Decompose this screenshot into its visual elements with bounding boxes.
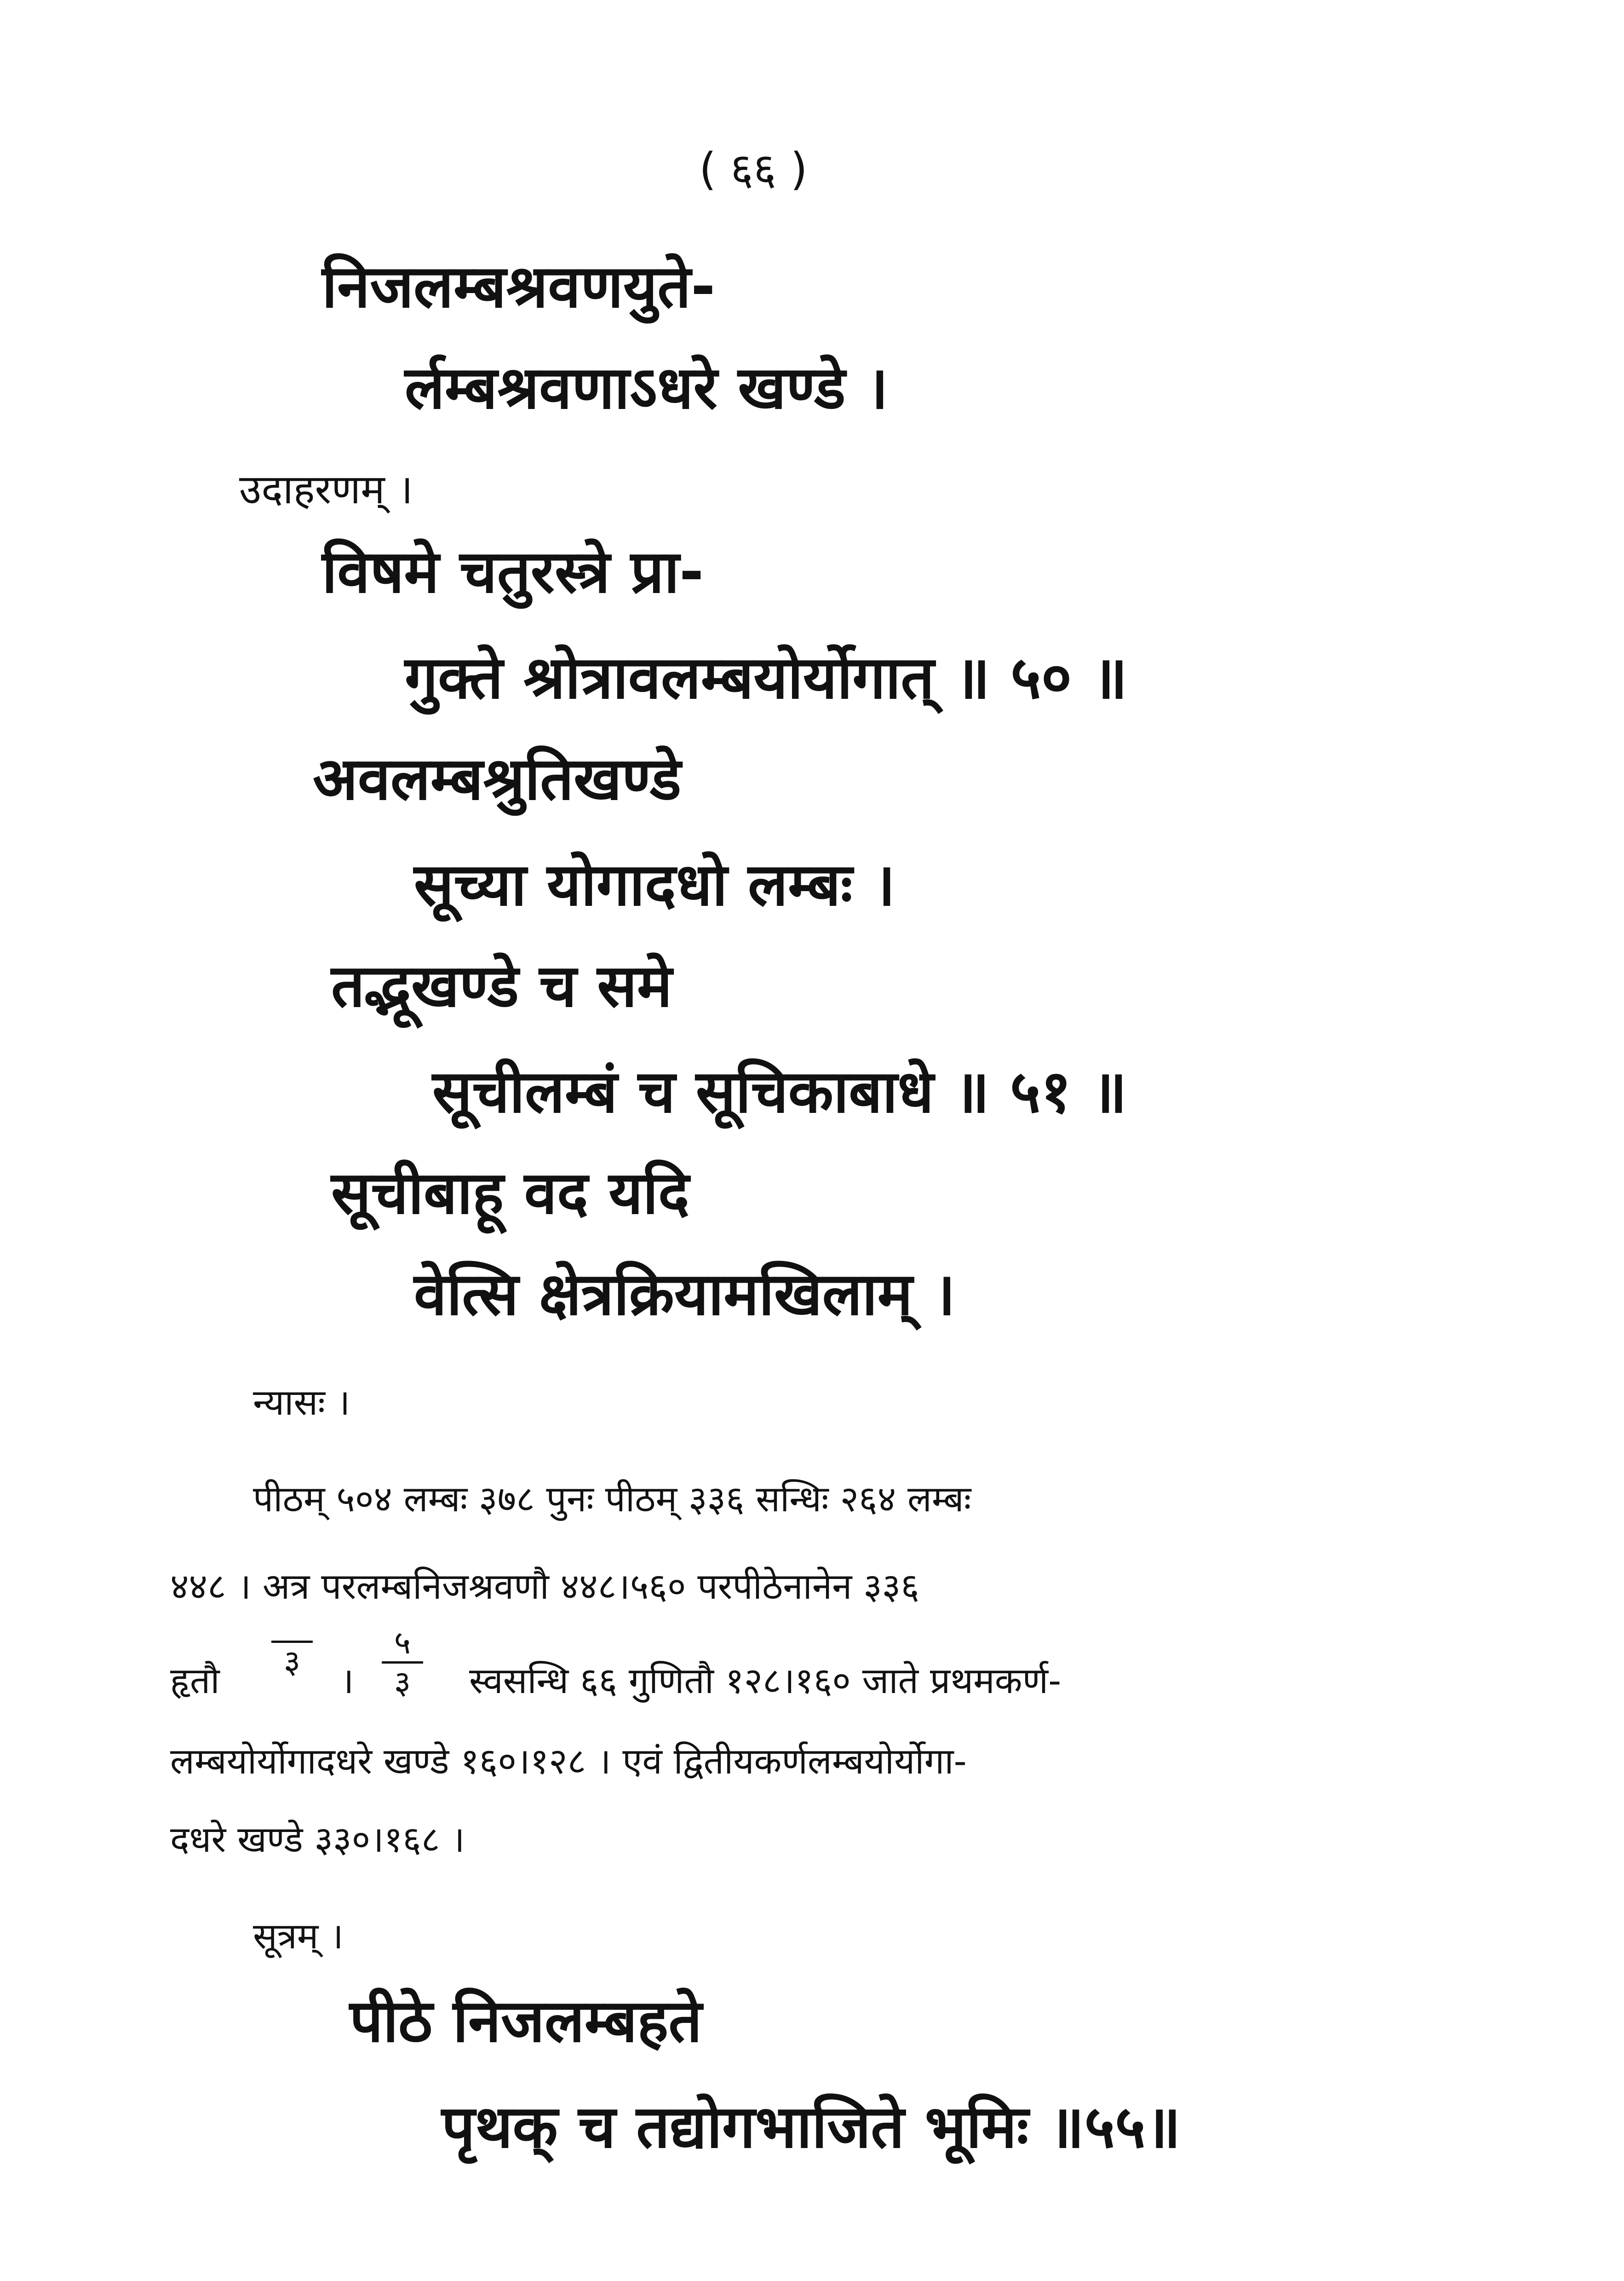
verse-line: तद्भूखण्डे च समे — [331, 952, 672, 1020]
prose-text: स्वसन्धि ६६ गुणितौ १२८।१६० जाते प्रथमकर्ण- — [469, 1660, 1062, 1702]
verse-line: पीठे निजलम्बहते — [350, 1987, 702, 2056]
verse-line: सूचीलम्बं च सूचिकाबाधे ॥ ५१ ॥ — [432, 1058, 1127, 1126]
verse-line: पृथक् च तद्योगभाजिते भूमिः ॥५५॥ — [442, 2093, 1181, 2161]
page-number: ( ६६ ) — [699, 144, 808, 195]
section-heading-udaharanam: उदाहरणम् । — [239, 466, 413, 513]
danda: । — [340, 1660, 354, 1702]
verse-line: अवलम्बश्रुतिखण्डे — [313, 745, 682, 813]
prose-line: लम्बयोर्योगादधरे खण्डे १६०।१२८ । एवं द्वितीयकर्णलम्बयोर्योगा- — [170, 1741, 967, 1782]
prose-text: हृतौ — [170, 1660, 220, 1702]
fraction — [382, 1626, 423, 1699]
section-heading-nyasah: न्यासः । — [253, 1382, 350, 1423]
verse-line: वेत्सि क्षेत्रक्रियामखिलाम् । — [414, 1260, 956, 1329]
verse-line: निजलम्बश्रवणयुते- — [322, 253, 716, 321]
verse-line: विषमे चतुरस्त्रे प्रा- — [322, 538, 704, 606]
fraction-denominator: ३ — [283, 1643, 301, 1681]
verse-line: गुक्ते श्रोत्रावलम्बयोर्योगात् ॥ ५० ॥ — [405, 644, 1128, 712]
section-heading-sutram: सूत्रम् । — [253, 1916, 344, 1957]
verse-line: सूचीबाहू वद यदि — [331, 1159, 689, 1227]
fraction — [271, 1638, 313, 1681]
prose-line: पीठम् ५०४ लम्बः ३७८ पुनः पीठम् ३३६ सन्धिः २६४ लम्बः — [253, 1479, 971, 1520]
prose-line: दधरे खण्डे ३३०।१६८ । — [170, 1819, 465, 1861]
verse-line: सूच्या योगादधो लम्बः । — [414, 851, 895, 919]
fraction-numerator: ५ — [394, 1624, 411, 1661]
prose-line: ४४८ । अत्र परलम्बनिजश्रवणौ ४४८।५६० परपीठेनानेन ३३६ — [170, 1566, 919, 1607]
fraction-denominator: ३ — [394, 1664, 411, 1701]
verse-line: र्लम्बश्रवणाऽधरे खण्डे । — [405, 354, 889, 422]
